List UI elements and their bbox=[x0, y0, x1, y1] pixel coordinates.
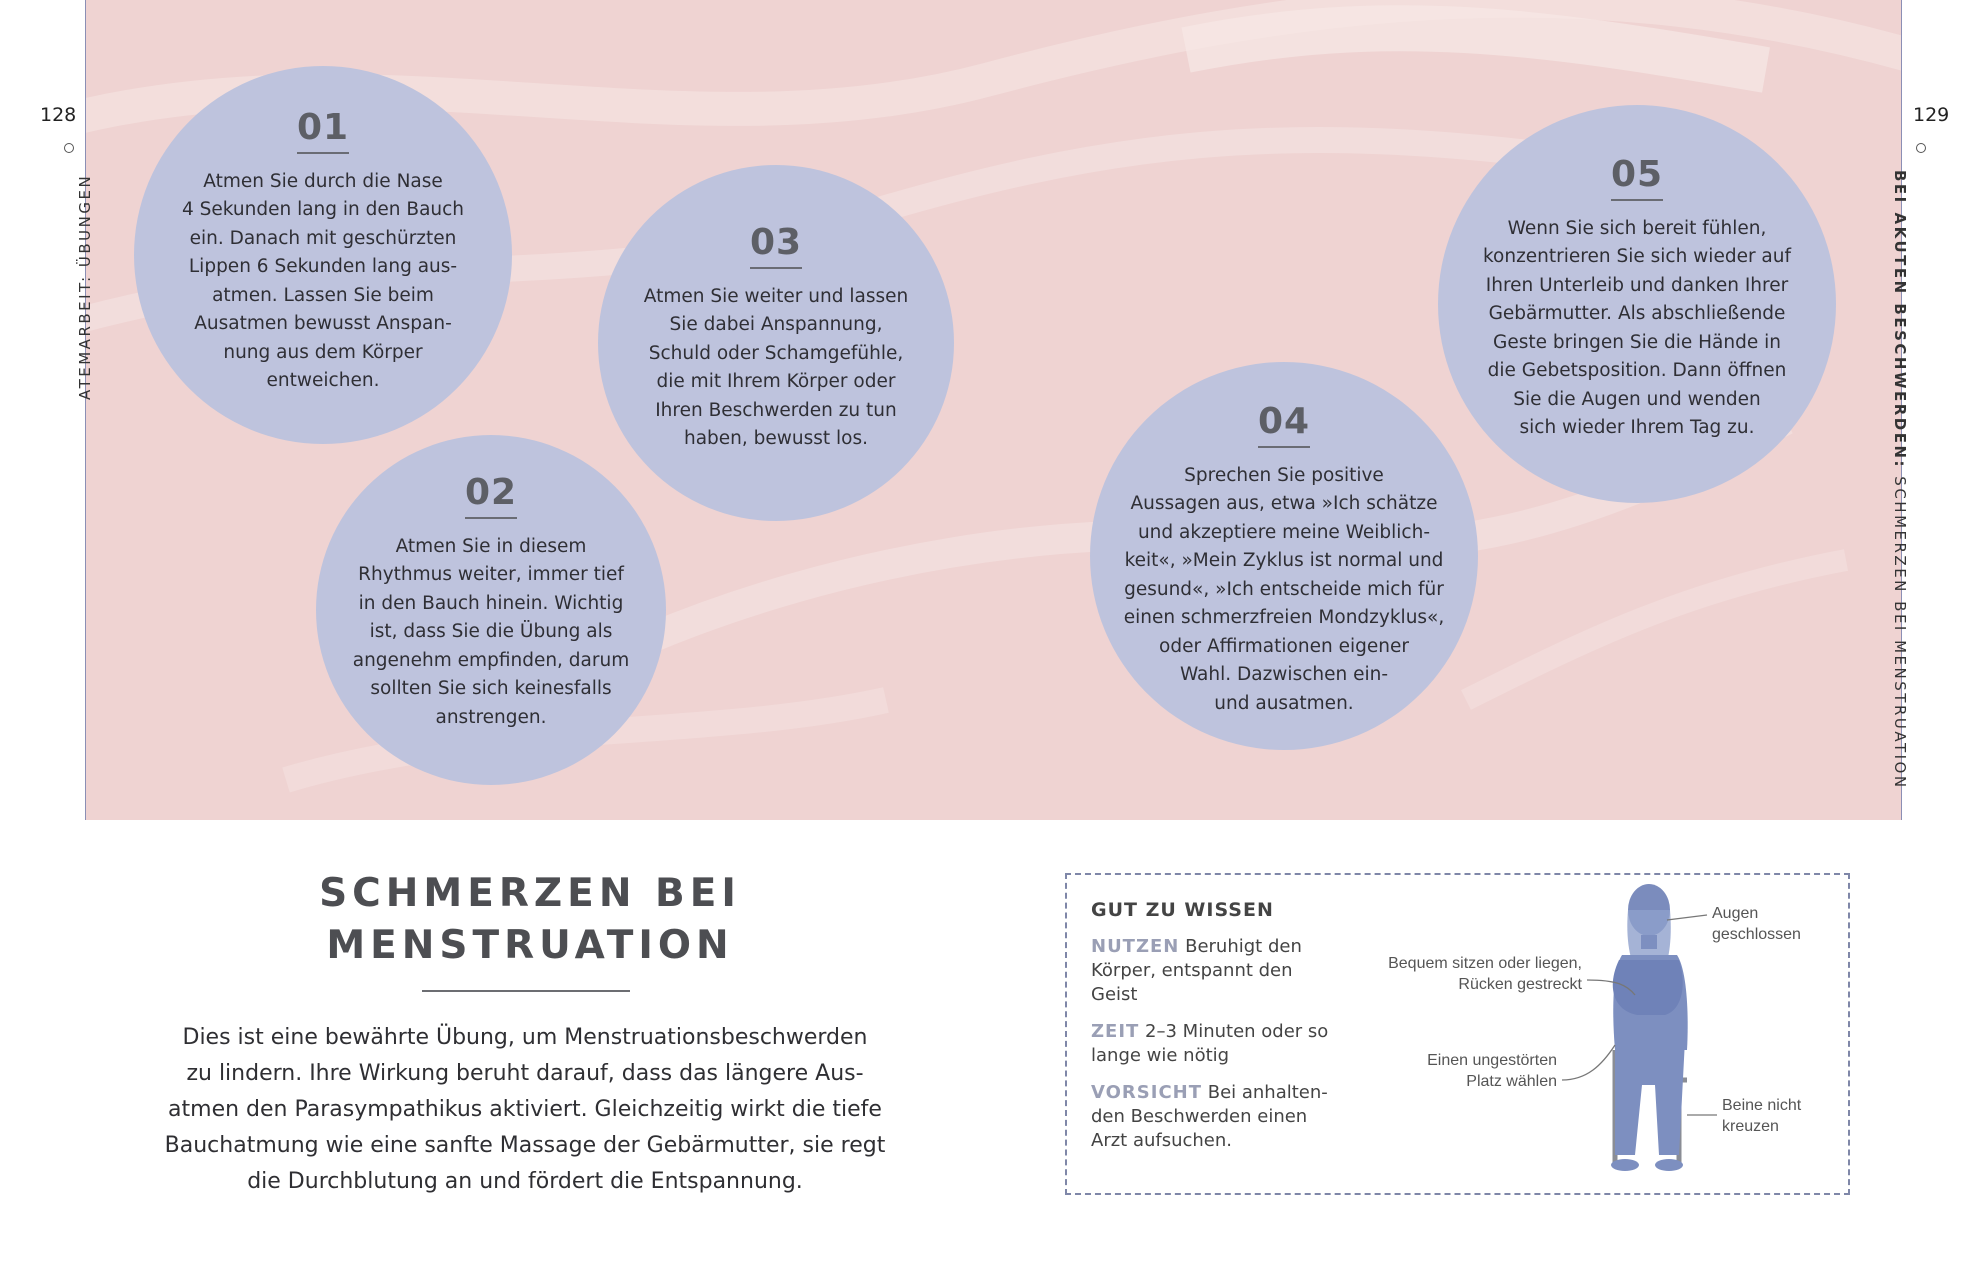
ring-marker-left bbox=[64, 143, 74, 153]
section-title: SCHMERZEN BEI MENSTRUATION bbox=[319, 871, 741, 968]
step-circle-4 bbox=[1090, 362, 1478, 750]
info-value: Beruhigt den Körper, entspannt den Geist bbox=[1091, 936, 1302, 1005]
info-box-heading: GUT ZU WISSEN bbox=[1091, 899, 1274, 921]
title-divider bbox=[422, 990, 630, 992]
running-head-right bbox=[1891, 170, 1909, 790]
info-box bbox=[1065, 873, 1850, 1195]
woman-figure-icon bbox=[1611, 884, 1688, 1171]
ring-marker-right bbox=[1916, 143, 1926, 153]
info-value: Bei anhalten-den Beschwerden einen Arzt aufsuchen. bbox=[1091, 1082, 1328, 1151]
exercise-banner bbox=[85, 0, 1902, 820]
info-key: VORSICHT bbox=[1091, 1082, 1202, 1103]
step-text: Atmen Sie in diesem Rhythmus weiter, immer tief in den Bauch hinein. Wichtig ist, dass Sie die Übung als angenehm empfinden, darum sollten Sie sich keinesfalls anstrengen. bbox=[352, 535, 630, 728]
step-text: Wenn Sie sich bereit fühlen, konzentrieren Sie sich wieder auf Ihren Unterleib und danken Ihrer Gebärmutter. Als abschließende Geste bringen Sie die Hände in die Gebetsposition. Dann öffnen Sie die Augen und wenden sich wieder Ihrem Tag zu. bbox=[1482, 217, 1792, 439]
annotation-legs: Beine nicht kreuzen bbox=[1722, 1097, 1802, 1135]
step-circle-2 bbox=[316, 435, 666, 785]
info-key: NUTZEN bbox=[1091, 936, 1180, 957]
annotation-posture: Bequem sitzen oder liegen, Rücken gestreckt bbox=[1388, 955, 1582, 993]
section-intro: Dies ist eine bewährte Übung, um Menstruationsbeschwerden zu lindern. Ihre Wirkung beruht darauf, dass das längere Aus- atmen den Parasympathikus aktiviert. Gleichzeitig wirkt die tiefe Bauchatmung wie eine sanfte Massage der Gebärmutter, sie regt die Durchblutung an und fördert die Entspannung. bbox=[164, 1025, 886, 1194]
step-text: Atmen Sie weiter und lassen Sie dabei Anspannung, Schuld oder Schamgefühle, die mit Ihrem Körper oder Ihren Beschwerden zu tun haben, bewusst los. bbox=[643, 285, 909, 450]
running-head-right-light: SCHMERZEN BEI MENSTRUATION bbox=[1891, 469, 1909, 790]
running-head-left: ATEMARBEIT: ÜBUNGEN bbox=[76, 173, 94, 400]
page-number-right: 129 bbox=[1913, 104, 1950, 126]
page-number-left: 128 bbox=[40, 104, 77, 126]
step-text: Sprechen Sie positive Aussagen aus, etwa »Ich schätze und akzeptiere meine Weiblich- keit«, »Mein Zyklus ist normal und gesund«, »Ich entscheide mich für einen schmerzfreien Mondzyklus«, oder Affirmationen eigener Wahl. Dazwischen ein- und ausatmen. bbox=[1123, 464, 1445, 714]
step-number: 04 bbox=[1258, 402, 1310, 448]
running-head-right-bold: BEI AKUTEN BESCHWERDEN: bbox=[1891, 170, 1909, 470]
step-number: 05 bbox=[1611, 155, 1663, 201]
step-number: 01 bbox=[297, 108, 349, 154]
info-key: ZEIT bbox=[1091, 1021, 1140, 1042]
step-circle-3 bbox=[598, 165, 954, 521]
step-number: 03 bbox=[750, 223, 802, 269]
annotation-eyes: Augen geschlossen bbox=[1712, 905, 1801, 943]
step-text: Atmen Sie durch die Nase 4 Sekunden lang in den Bauch ein. Danach mit geschürzten Lippen 6 Sekunden lang aus- atmen. Lassen Sie beim Ausatmen bewusst Anspan- nung aus dem Körper entweichen. bbox=[181, 170, 465, 392]
annotation-place: Einen ungestörten Platz wählen bbox=[1427, 1052, 1557, 1090]
step-circle-5 bbox=[1438, 105, 1836, 503]
step-number: 02 bbox=[465, 473, 517, 519]
step-circle-1 bbox=[134, 66, 512, 444]
info-value: 2–3 Minuten oder so lange wie nötig bbox=[1091, 1021, 1329, 1066]
